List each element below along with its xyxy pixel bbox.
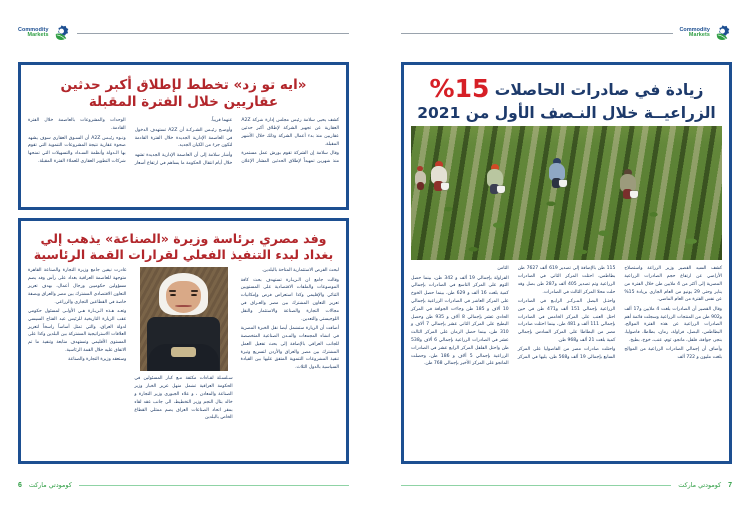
minister-portrait-photo <box>140 267 228 371</box>
worker-figure <box>548 158 566 188</box>
field-bushes <box>411 126 722 260</box>
article-exports-para: وقال القصير أن الصادرات بلغت 4 ملايين و17 ألف و902 طن من المنتجات الزراعية وسجلت قائمة أهم الصادرات الزراعية عن هذه الفترة الموالح، البطاطس، البصل، فراولة، رمان، بطاطا، فاصوليا، بنجر، جوافة، فلفل، مانجو، ثوم، عنب، خوخ، بطيخ. <box>624 306 722 344</box>
article-iraq-inner <box>21 221 346 461</box>
portrait-face <box>166 281 201 313</box>
article-iraq-para: غادرت نيفين جامع وزيرة التجارة والصناعة القاهرة متوجهة للعاصمة العراقية بغداد على رأس وفد يضم مسؤولين حكوميين ورجال أعمال، بهدف تعزيز التعاون الاقتصادي المشترك بين مصر والعراق وبصفة خاصة في القطاعين التجاري والزراعي. <box>28 268 127 305</box>
worker-figure <box>619 169 637 199</box>
masthead-left <box>401 22 732 44</box>
masthead-rule-right <box>77 33 349 34</box>
article-iraq <box>18 218 349 464</box>
portrait-brow-right <box>169 290 177 292</box>
footer-brand-left: كومودتي ماركت <box>678 481 722 489</box>
brand-logo-text-right <box>18 28 49 39</box>
headline-exports-line1: زيادة في صادرات الحاصلات <box>494 81 704 99</box>
brand-name-line2: Markets <box>27 32 49 38</box>
article-iraq-para: لبحث الفرص الاستثمارية المتاحة بالبلدين. <box>261 268 339 274</box>
strawberry-field-harvest-photo <box>411 126 722 260</box>
portrait-brow-left <box>191 290 199 292</box>
article-iraq-para: وتعـد هـذه الـزيـارة هـي الأولـى لمسئول حكومي عقب الزيارة التاريخية للرئيس عبد الفتاح السيسي لدولة العراق، والتي تمثل أساساً راسخاً لتعزيز العلاقات الاستراتيجية المشتركة بين البلدين وكذا على المستوى الأقليمي وتستهدف متابعة وتنفيذ ما تم الاتفاق عليه خلال القمة الرئاسية. <box>28 308 127 353</box>
article-iraq-column-left <box>241 267 339 423</box>
article-exports-para: 115 طن بالإضافة إلى تصدير 619 ألف 7627 طن بطاطس، احتلت المركز الثاني في الصادرات الزراعية وتم تصدير 405 ألف و287 طن بصل وقد حلت محلا المركز الثالث في الصادرات. <box>517 266 616 295</box>
headline-azz-line1: «ايه تو زد» تخطط لإطلاق أكبر حدثين <box>60 77 307 93</box>
article-azz-inner <box>21 65 346 207</box>
headline-iraq-line1: وفد مصري برئاسة وزيرة «الصناعة» يذهب إلي <box>40 231 327 246</box>
article-exports <box>401 62 732 464</box>
article-azz <box>18 62 349 210</box>
article-azz-para: وأشار سلامة إلى أن العاصمة الإدارية الجديدة تشهد خلال أيام انتقال الحكومة ما يساهم في ارتفاع أسعار الوحدات والمشروعات بالعاصمة خلال الفترة القادمة. <box>28 118 233 166</box>
brand-logo-right[interactable] <box>18 24 71 43</box>
headline-exports-percent: 15% <box>429 74 490 103</box>
article-iraq-para: وستعقد وزيرة التجارة والصناعة <box>68 357 127 363</box>
article-iraq-headline <box>28 227 339 267</box>
article-azz-para: وأوضـح رئيـس الشـركـة أن A2Z تستهدف الدخول في العاصمة الإدارية الجديدة خلال الفترة القادمة لتكون جزء من الكيان الجديد. <box>134 127 233 149</box>
worker-figure <box>430 161 448 191</box>
portrait-eye-left <box>191 294 197 296</box>
brand-logo-left[interactable] <box>679 24 732 43</box>
article-iraq-para: سـلسـلة لقـاءات مكثفة مـع كبار المسئولين في الحكومة العراقية تشمل منهل عزيز الخبار وزير الصناعة والمعادن ، و علاء الجبوري وزير التجارة و خالد بتال النجم وزير التخطيط، الى جانب عقد لقاء بمقر اتحاد الصناعات العراق يضم ممثلي القطاع الخاص بالبلدين <box>134 376 233 421</box>
footer-left <box>401 478 732 492</box>
article-exports-para: كشف السيد القصير وزير الزراعة واستصلاح الأراضي عن ارتفاع حجم الصادرات الزراعية المصرية إلى أكثر من 4 ملايين طن خلال الفترة من يناير وحتى 29 يونيو من العام الجاري بزيادة 15% عن نفس الفترة من العام الماضي. <box>624 266 722 303</box>
article-exports-para: واحتـل البصل المـركـز الرابـع في الصادرات الزراعية بإجمالي 151 ألف و471 طن في حين احتل العنب على المركز الخامس في الصادرات بإجمالي 111 ألف و 481 طن، بينما احتلت صادرات مصر من البطاطا على المركز السادس بإجمالي كمية بلغت 21 ألف و968 طن. <box>517 298 616 344</box>
brand-name-line1: Commodity <box>679 26 710 33</box>
article-iraq-column-middle <box>134 267 232 423</box>
page-number-left: 7 <box>728 481 732 489</box>
article-iraq-body <box>28 267 339 423</box>
article-azz-headline <box>28 71 339 117</box>
brand-name-line1: Commodity <box>18 26 49 33</box>
article-exports-inner <box>404 65 729 461</box>
article-iraq-para: أضافت أن الزيارة ستشمل أيضا نقل الخبرة المصرية في انشاء المجمعات والمـدن الصناعية المتخصصة للجانب العراقي بالإضافة إلى بحث تفعيل العمل المشترك بين مصر والعراق والأردن لتسريع وتيرة تنفيذ المشروعات التنموية المتفق عليها بين القيادة السياسية بالدول الثلاث. <box>240 326 339 371</box>
footer-rule-left <box>401 485 671 486</box>
worker-figure <box>414 166 427 190</box>
masthead-rule-left <box>401 33 673 34</box>
masthead-right <box>18 22 349 44</box>
brand-name-line2: Markets <box>688 32 710 38</box>
gear-leaf-logo-icon <box>713 24 732 43</box>
article-exports-para: الفراولة بإجمالي 19 ألف و 342 طن، بينما حصل الثوم على المركز التاسع في الصادرات بإجمالي كمية بلغت 16 ألف و 629 طن، بينما حصل الخوخ على المركز العاشر في الصادرات الزراعية بإجمالي 10 ألاف و 185 طن وجاءت الجوافة في المركز الحادي عشر بإجمالي 8 ألاف و 935 طن وحصل البطيخ على المركز الثاني عشر بإجمالي 7 ألاف و 310 طن، بينما حصل الرمان على المركز الثالث عشر في الصادرات الزراعية بإجمالي 6 ألاف و538 طن واحتل الفلفل المركز الرابع عشر في الصادرات الزراعية بإجمالي 5 ألاف و 186 طن، وحصلت المانجو على المركز الأخير بإجمالي 768 طن. <box>411 275 509 367</box>
article-iraq-column-right <box>28 267 126 423</box>
article-exports-para: واحتلت صادرات مصر من الفاصوليا على المركز السابع بإجمالي 19 ألف و568 طن، يليها في المركز الثامن <box>497 266 616 361</box>
article-iraq-column-middle-text <box>134 375 232 423</box>
article-azz-para: وقال سلامة إن الشركة تقوم بورش عمل مستمرة منذ شهرين تمهيداً لإطلاق الحدثين المشار الإعلان عنهما قريباً. <box>210 118 339 165</box>
worker-figure <box>486 164 504 194</box>
portrait-collar <box>171 347 196 356</box>
brand-logo-text-left <box>679 28 710 39</box>
headline-iraq-line2: بغداد لبدء التنفيذ الفعلي لقرارات القمة الرئاسية <box>33 246 334 262</box>
footer-brand-right: كومودتي ماركت <box>28 481 72 489</box>
headline-azz-line2: عقاريين خلال الفترة المقبلة <box>88 93 279 110</box>
page-number-right: 6 <box>18 481 22 489</box>
article-azz-body <box>28 117 339 167</box>
footer-right <box>18 478 349 492</box>
article-azz-para: كشف يحيى سلامة رئيس مجلس إدارة شركة A2Z العقارية عن تجهيز الشركة لإطلاق أكبر حدثين عقاريين منذ بدء أعمال الشركة وذلك خلال الأشهر المقبلة. <box>241 118 339 147</box>
article-iraq-para: وقالت جامع ان الـزيـارة تستهدف بحث كافة الموضوعات والملفات الاقتصادية على المستويين الثنائي والإقليمي وكذا استعراض فرص وإمكانيات تعزيز التعاون المشترك بين مصر والعـراق في مجالات التجارة والصناعة والاستثمار والنقل اللوجيستي والتعدين. <box>240 277 339 322</box>
page-left <box>375 0 750 506</box>
headline-exports-line2: الزراعيــة خلال النـصف الأول من 2021 <box>417 104 716 122</box>
footer-rule-right <box>79 485 349 486</box>
article-azz-para: ونـوه رئيـس A2Z أن السـوق العقاري سوف يشهد صحوة عقارية نتيجة المشروعات التنموية التي تقوم بها الـدولة وأنظمة السـداد والتسهيلات التي تمنحها شركات التطوير العقاري للعملاء الفترة المقبلة. <box>28 135 126 165</box>
article-exports-body <box>411 265 722 368</box>
article-exports-para: وأضاف أن إجمالي الصادرات الزراعية من الموالح بلغت مليون و 722 ألف <box>624 347 722 361</box>
gear-leaf-logo-icon <box>52 24 71 43</box>
article-exports-headline <box>411 71 722 126</box>
